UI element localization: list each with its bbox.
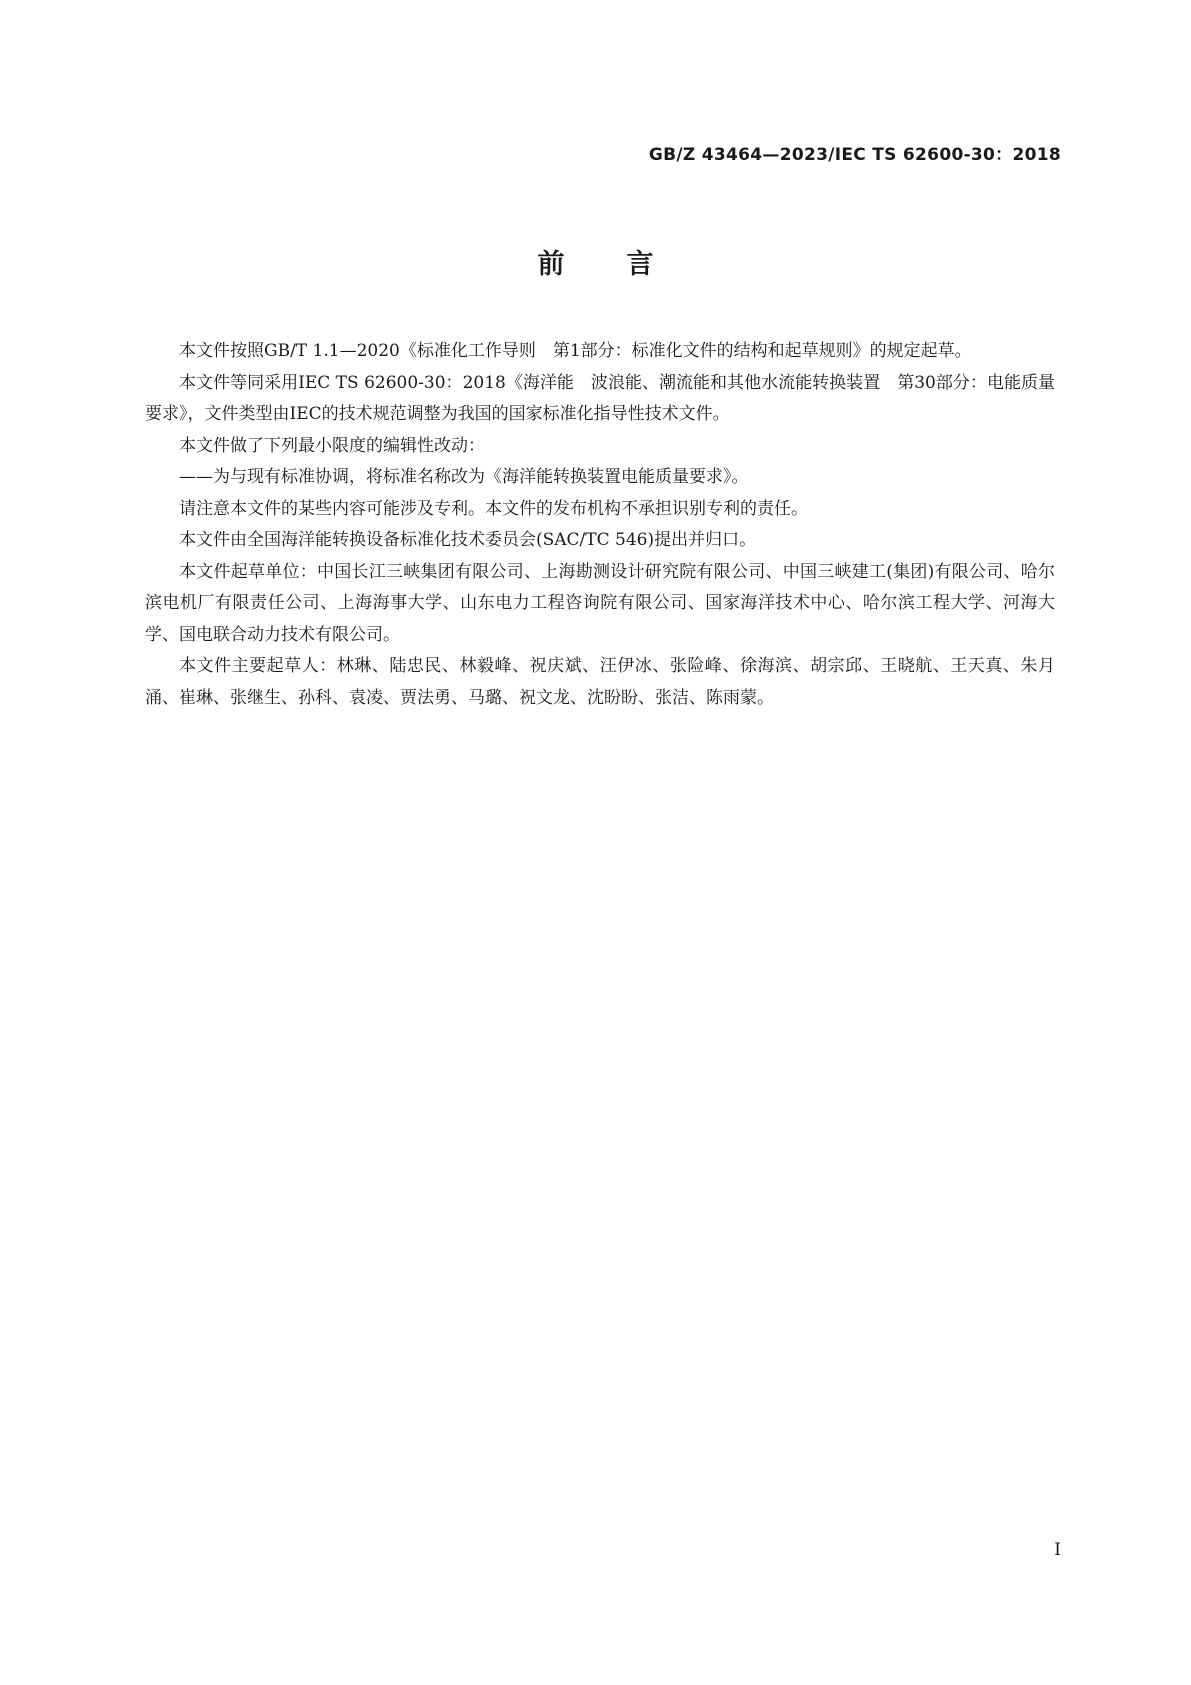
paragraph-committee: 本文件由全国海洋能转换设备标准化技术委员会(SAC/TC 546)提出并归口。 [179,530,757,550]
paragraph-adoption: 本文件等同采用IEC TS 62600-30：2018《海洋能 波浪能、潮流能和其他水流能转换装置 第30部分：电能质量要求》，文件类型由IEC的技术规范调整为我国的国家标准化指导性技术文件。 [145,372,1055,424]
paragraph-change-item: ——为与现有标准协调，将标准名称改为《海洋能转换装置电能质量要求》。 [179,467,749,487]
page-title: 前言 [537,249,716,280]
paragraph-editorial-changes: 本文件做了下列最小限度的编辑性改动： [179,435,485,456]
document-body [145,336,1055,714]
paragraph-patent-notice: 请注意本文件的某些内容可能涉及专利。本文件的发布机构不承担识别专利的责任。 [179,498,808,519]
page-number: I [1054,1540,1061,1560]
paragraph-drafting-rules: 本文件按照GB/T 1.1—2020《标准化工作导则 第1部分：标准化文件的结构和起草规则》的规定起草。 [179,341,972,361]
standard-code: GB/Z 43464—2023/IEC TS 62600-30：2018 [648,145,1061,165]
paragraph-drafting-units: 本文件起草单位：中国长江三峡集团有限公司、上海勘测设计研究院有限公司、中国三峡建工(集团)有限公司、哈尔滨电机厂有限责任公司、上海海事大学、山东电力工程咨询院有限公司、国家海洋技术中心、哈尔滨工程大学、河海大学、国电联合动力技术有限公司。 [145,561,1055,645]
paragraph-drafters: 本文件主要起草人：林琳、陆忠民、林毅峰、祝庆斌、汪伊冰、张险峰、徐海滨、胡宗邱、王晓航、王天真、朱月涌、崔琳、张继生、孙科、袁凌、贾法勇、马璐、祝文龙、沈盼盼、张洁、陈雨蒙。 [145,656,1055,708]
